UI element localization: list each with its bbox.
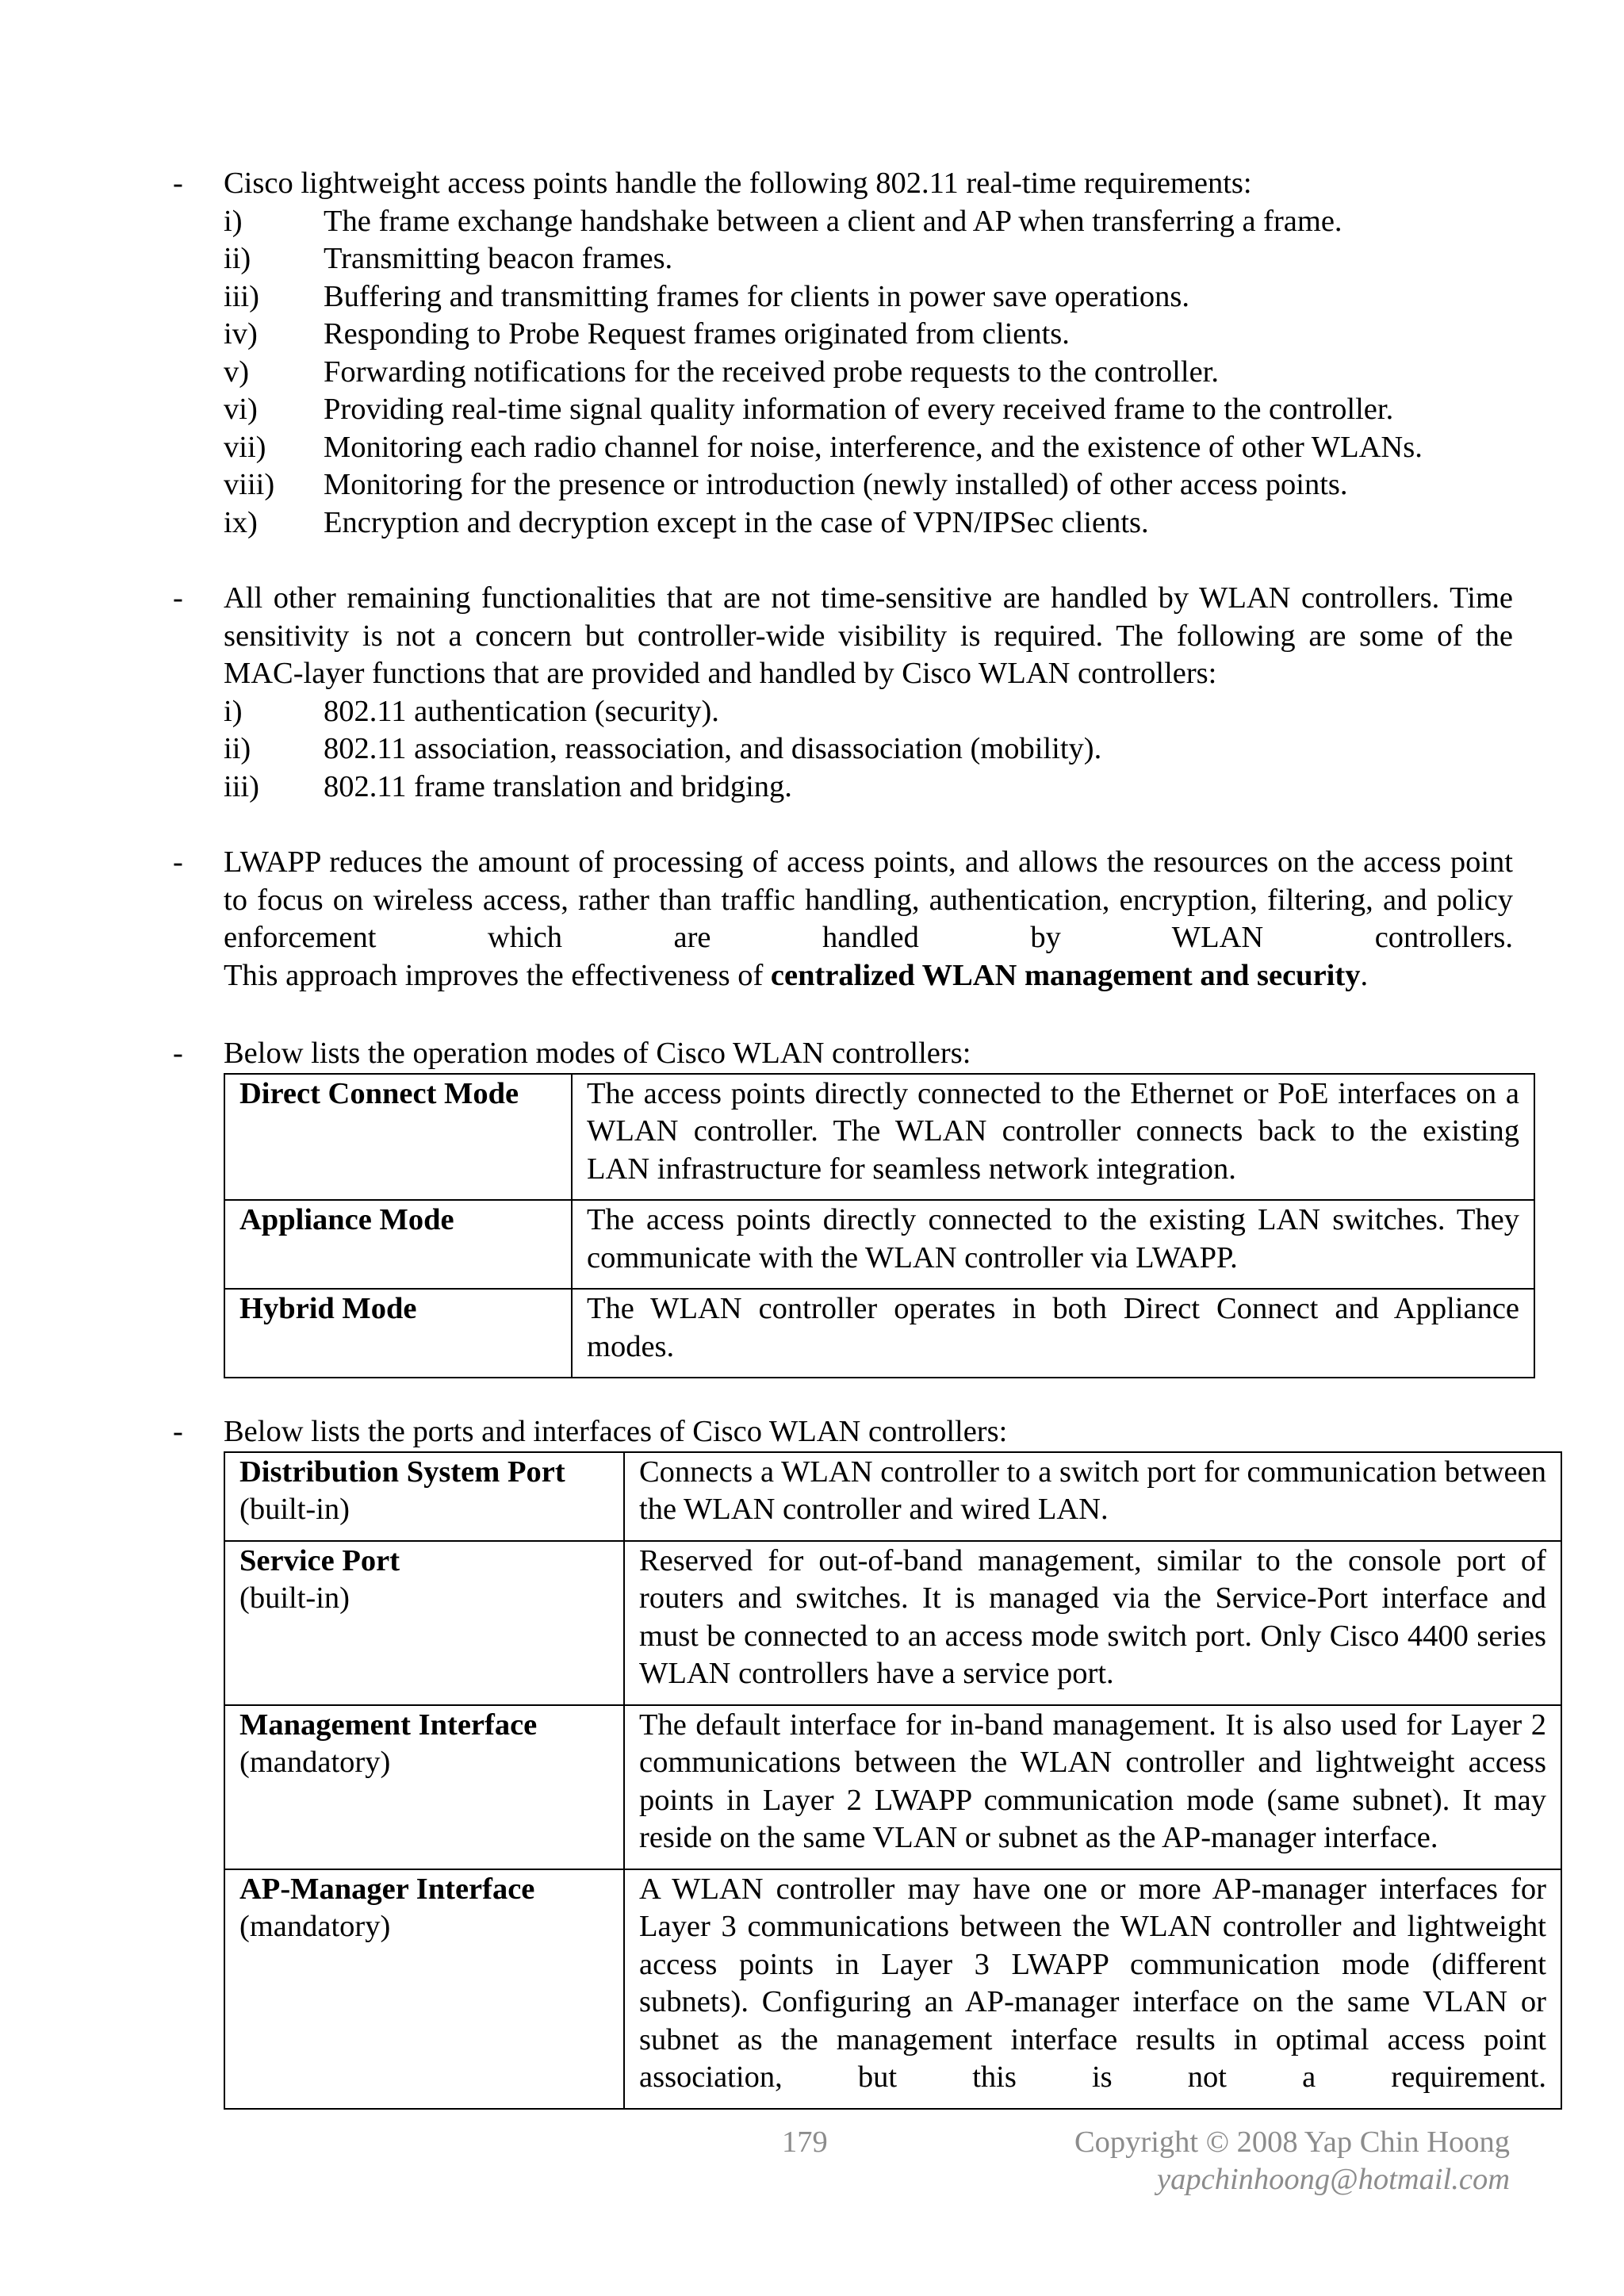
lwapp-paragraph: LWAPP reduces the amount of processing of access points, and allows the resources on the access point to focus on wireless access, rather than traffic handling, authentication, encryption, filtering, and policy enforcement which are handled by WLAN controllers. bbox=[224, 845, 1513, 954]
table-cell-description: Connects a WLAN controller to a switch port for communication between the WLAN controller and wired LAN. bbox=[624, 1452, 1561, 1541]
bullet-intro: Cisco lightweight access points handle the following 802.11 real-time requirements: bbox=[224, 167, 1252, 200]
list-item-text: Monitoring each radio channel for noise, interference, and the existence of other WLANs. bbox=[324, 430, 1423, 464]
table-row bbox=[224, 1452, 1561, 1541]
list-item bbox=[224, 278, 1521, 316]
list-item-number: viii) bbox=[224, 468, 275, 501]
table-cell-description: The WLAN controller operates in both Direct Connect and Appliance modes. bbox=[572, 1289, 1534, 1378]
author-email: yapchinhoong@hotmail.com bbox=[1157, 2163, 1510, 2196]
list-item bbox=[224, 203, 1521, 241]
list-item-text: The frame exchange handshake between a client and AP when transferring a frame. bbox=[324, 204, 1342, 238]
bullet-controller-functions bbox=[173, 580, 1513, 806]
list-item bbox=[224, 504, 1521, 542]
table-cell-mode: Hybrid Mode bbox=[224, 1289, 572, 1378]
table-row bbox=[224, 1869, 1561, 2109]
list-item bbox=[224, 354, 1521, 392]
list-item-text: Transmitting beacon frames. bbox=[324, 242, 673, 275]
list-item-text: Responding to Probe Request frames originated from clients. bbox=[324, 317, 1070, 351]
port-qualifier: (mandatory) bbox=[239, 1746, 391, 1779]
port-qualifier: (built-in) bbox=[239, 1581, 350, 1615]
port-qualifier: (mandatory) bbox=[239, 1910, 391, 1943]
list-item-number: vi) bbox=[224, 393, 258, 426]
list-item-number: ii) bbox=[224, 242, 251, 275]
table-cell-description: The default interface for in-band management. It is also used for Layer 2 communications between the WLAN controller and lightweight access points in Layer 2 LWAPP communication mode (same subnet). It may reside on the same VLAN or subnet as the AP-manager interface. bbox=[624, 1705, 1561, 1869]
page-number: 179 bbox=[782, 2125, 828, 2159]
bullet-ports-interfaces bbox=[173, 1413, 1562, 2110]
list-item bbox=[224, 769, 1513, 807]
list-item-number: vii) bbox=[224, 430, 266, 464]
list-item bbox=[224, 429, 1521, 467]
list-item-text: Providing real-time signal quality information of every received frame to the controller. bbox=[324, 393, 1394, 426]
table-row bbox=[224, 1289, 1534, 1378]
table-cell-description: Reserved for out-of-band management, similar to the console port of routers and switches. It is managed via the Service-Port interface and must be connected to an access mode switch port. Only Cisco 4400 series WLAN controllers have a service port. bbox=[624, 1541, 1561, 1705]
list-item bbox=[224, 240, 1521, 278]
port-name: Management Interface bbox=[239, 1708, 538, 1742]
table-cell-description: The access points directly connected to the Ethernet or PoE interfaces on a WLAN controller. The WLAN controller connects back to the existing LAN infrastructure for seamless network integration. bbox=[572, 1074, 1534, 1201]
table-row bbox=[224, 1705, 1561, 1869]
list-item-text: 802.11 association, reassociation, and disassociation (mobility). bbox=[324, 732, 1102, 765]
list-item bbox=[224, 693, 1513, 731]
list-item-number: iii) bbox=[224, 769, 259, 803]
port-name: Distribution System Port bbox=[239, 1455, 565, 1489]
port-name: AP-Manager Interface bbox=[239, 1872, 535, 1906]
requirements-list bbox=[224, 203, 1521, 542]
copyright-text: Copyright © 2008 Yap Chin Hoong bbox=[1074, 2125, 1510, 2159]
bullet-dash: - bbox=[173, 1415, 183, 1448]
list-item-text: 802.11 frame translation and bridging. bbox=[324, 769, 792, 803]
lwapp-conclusion bbox=[224, 957, 1513, 995]
list-item-text: Monitoring for the presence or introduction (newly installed) of other access points. bbox=[324, 468, 1348, 501]
table-row bbox=[224, 1074, 1534, 1201]
copyright-block bbox=[1074, 2124, 1510, 2198]
list-item-text: Encryption and decryption except in the case of VPN/IPSec clients. bbox=[324, 505, 1149, 539]
list-item-number: ix) bbox=[224, 505, 258, 539]
list-item-number: iv) bbox=[224, 317, 258, 351]
list-item bbox=[224, 316, 1521, 354]
bullet-ap-requirements bbox=[173, 165, 1521, 542]
list-item bbox=[224, 391, 1521, 429]
table-cell-port bbox=[224, 1869, 624, 2109]
bullet-dash: - bbox=[173, 581, 183, 615]
table-cell-port bbox=[224, 1452, 624, 1541]
table-cell-port bbox=[224, 1541, 624, 1705]
bullet-lwapp bbox=[173, 844, 1513, 995]
list-item-number: ii) bbox=[224, 732, 251, 765]
table-cell-mode: Appliance Mode bbox=[224, 1200, 572, 1289]
table-cell-mode: Direct Connect Mode bbox=[224, 1074, 572, 1201]
list-item-text: 802.11 authentication (security). bbox=[324, 694, 719, 728]
bullet-dash: - bbox=[173, 845, 183, 879]
table-row bbox=[224, 1541, 1561, 1705]
ports-interfaces-table bbox=[224, 1451, 1562, 2110]
bullet-dash: - bbox=[173, 1037, 183, 1070]
operation-modes-table bbox=[224, 1073, 1535, 1379]
list-item-text: Forwarding notifications for the received probe requests to the controller. bbox=[324, 355, 1219, 389]
table-cell-port bbox=[224, 1705, 624, 1869]
list-item-text: Buffering and transmitting frames for clients in power save operations. bbox=[324, 279, 1189, 313]
lwapp-conclusion-end: . bbox=[1360, 958, 1369, 992]
list-item-number: iii) bbox=[224, 279, 259, 313]
bullet-intro: Below lists the operation modes of Cisco WLAN controllers: bbox=[224, 1037, 971, 1070]
list-item bbox=[224, 466, 1521, 504]
bullet-intro: Below lists the ports and interfaces of Cisco WLAN controllers: bbox=[224, 1415, 1008, 1448]
bullet-dash: - bbox=[173, 167, 183, 200]
list-item bbox=[224, 730, 1513, 769]
list-item-number: v) bbox=[224, 355, 250, 389]
table-cell-description: A WLAN controller may have one or more AP-manager interfaces for Layer 3 communications between the WLAN controller and lightweight access points in Layer 3 LWAPP communication mode (different subnets). Configuring an AP-manager interface on the same VLAN or subnet as the management interface results in optimal access point association, but this is not a requirement. bbox=[624, 1869, 1561, 2109]
port-name: Service Port bbox=[239, 1543, 400, 1577]
table-cell-description: The access points directly connected to the existing LAN switches. They communicate with the WLAN controller via LWAPP. bbox=[572, 1200, 1534, 1289]
lwapp-conclusion-bold: centralized WLAN management and security bbox=[770, 958, 1361, 992]
port-qualifier: (built-in) bbox=[239, 1493, 350, 1526]
lwapp-conclusion-lead: This approach improves the effectiveness of bbox=[224, 958, 771, 992]
table-row bbox=[224, 1200, 1534, 1289]
bullet-intro: All other remaining functionalities that are not time-sensitive are handled by WLAN controllers. Time sensitivity is not a concern but controller-wide visibility is required. The following are some of the MAC-layer functions that are provided and handled by Cisco WLAN controllers: bbox=[224, 581, 1513, 690]
list-item-number: i) bbox=[224, 694, 243, 728]
list-item-number: i) bbox=[224, 204, 243, 238]
bullet-operation-modes bbox=[173, 1035, 1535, 1378]
mac-functions-list bbox=[224, 693, 1513, 807]
